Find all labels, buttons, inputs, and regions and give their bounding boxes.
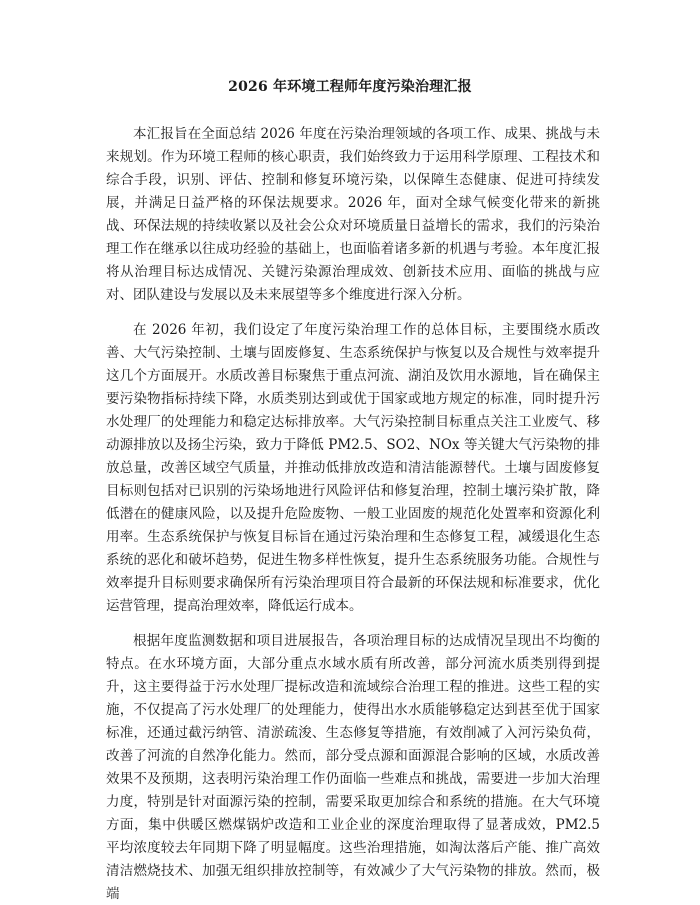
document-title: 2026 年环境工程师年度污染治理汇报	[228, 79, 472, 95]
paragraph-goal-achievement: 根据年度监测数据和项目进展报告，各项治理目标的达成情况呈现出不均衡的特点。在水环境方面，大部分重点水域水质有所改善，部分河流水质类别得到提升，这主要得益于污水处理厂提标改造和流域综合治理工程的推进。这些工程的实施，不仅提高了污水处理厂的处理能力，使得出水水质能够稳定达到甚至优于国家标准，还通过截污纳管、清淤疏浚、生态修复等措施，有效削减了入河污染负荷，改善了河流的自然净化能力。然而，部分受点源和面源混合影响的区域，水质改善效果不及预期，这表明污染治理工作仍面临一些难点和挑战，需要进一步加大治理力度，特别是针对面源污染的控制，需要采取更加综合和系统的措施。在大气环境方面，集中供暖区燃煤锅炉改造和工业企业的深度治理取得了显著成效，PM2.5 平均浓度较去年同期下降了明显幅度。这些治理措施，如淘汰落后产能、推广高效清洁燃烧技术、加强无组织排放控制等，有效减少了大气污染物的排放。然而，极端	[106, 633, 600, 902]
paragraph-annual-goals: 在 2026 年初，我们设定了年度污染治理工作的总体目标，主要围绕水质改善、大气污染控制、土壤与固废修复、生态系统保护与恢复以及合规性与效率提升这几个方面展开。水质改善目标聚焦于重点河流、湖泊及饮用水源地，旨在确保主要污染物指标持续下降，水质类别达到或优于国家或地方规定的标准，同时提升污水处理厂的处理能力和稳定达标排放率。大气污染控制目标重点关注工业废气、移动源排放以及扬尘污染，致力于降低 PM2.5、SO2、NOx 等关键大气污染物的排放总量，改善区域空气质量，并推动低排放改造和清洁能源替代。土壤与固废修复目标则包括对已识别的污染场地进行风险评估和修复治理，控制土壤污染扩散，降低潜在的健康风险，以及提升危险废物、一般工业固废的规范化处置率和资源化利用率。生态系统保护与恢复目标旨在通过污染治理和生态修复工程，减缓退化生态系统的恶化和破坏趋势，促进生物多样性恢复，提升生态系统服务功能。合规性与效率提升目标则要求确保所有污染治理项目符合最新的环保法规和标准要求，优化运营管理，提高治理效率，降低运行成本。	[106, 322, 600, 614]
paragraph-introduction: 本汇报旨在全面总结 2026 年度在污染治理领域的各项工作、成果、挑战与未来规划。作为环境工程师的核心职责，我们始终致力于运用科学原理、工程技术和综合手段，识别、评估、控制和修复环境污染，以保障生态健康、促进可持续发展，并满足日益严格的环保法规要求。2026 年，面对全球气候变化带来的新挑战、环保法规的持续收紧以及社会公众对环境质量日益增长的需求，我们的污染治理工作在继承以往成功经验的基础上，也面临着诸多新的机遇与考验。本年度汇报将从治理目标达成情况、关键污染源治理成效、创新技术应用、面临的挑战与应对、团队建设与发展以及未来展望等多个维度进行深入分析。	[106, 126, 600, 303]
document-body	[106, 123, 600, 905]
